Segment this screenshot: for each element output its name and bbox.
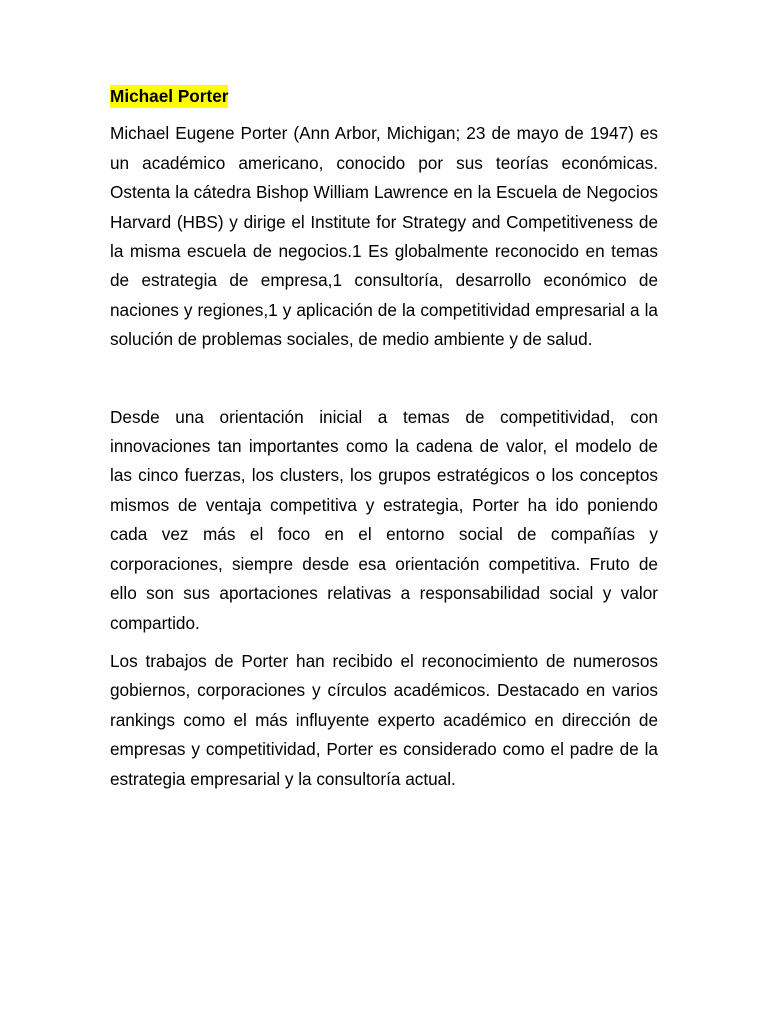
title-highlight: Michael Porter: [110, 86, 229, 106]
document-body: [110, 82, 658, 794]
paragraph-recognition: Los trabajos de Porter han recibido el reconocimiento de numerosos gobiernos, corporaciones y círculos académicos. Destacado en varios rankings como el más influyente experto académico en dirección de empresas y competitividad, Porter es considerado como el padre de la estrategia empresarial y la consultoría actual.: [110, 650, 658, 789]
paragraph-competitiveness: Desde una orientación inicial a temas de competitividad, con innovaciones tan importantes como la cadena de valor, el modelo de las cinco fuerzas, los clusters, los grupos estratégicos o los conceptos mismos de ventaja competitiva y estrategia, Porter ha ido poniendo cada vez más el foco en el entorno social de compañías y corporaciones, siempre desde esa orientación competitiva. Fruto de ello son sus aportaciones relativas a responsabilidad social y valor compartido.: [110, 406, 658, 633]
paragraph-biography: Michael Eugene Porter (Ann Arbor, Michigan; 23 de mayo de 1947) es un académico americano, conocido por sus teorías económicas. Ostenta la cátedra Bishop William Lawrence en la Escuela de Negocios Harvard (HBS) y dirige el Institute for Strategy and Competitiveness de la misma escuela de negocios.1 Es globalmente reconocido en temas de estrategia de empresa,1 consultoría, desarrollo económico de naciones y regiones,1 y aplicación de la competitividad empresarial a la solución de problemas sociales, de medio ambiente y de salud.: [110, 123, 658, 350]
document-title: [110, 82, 658, 111]
